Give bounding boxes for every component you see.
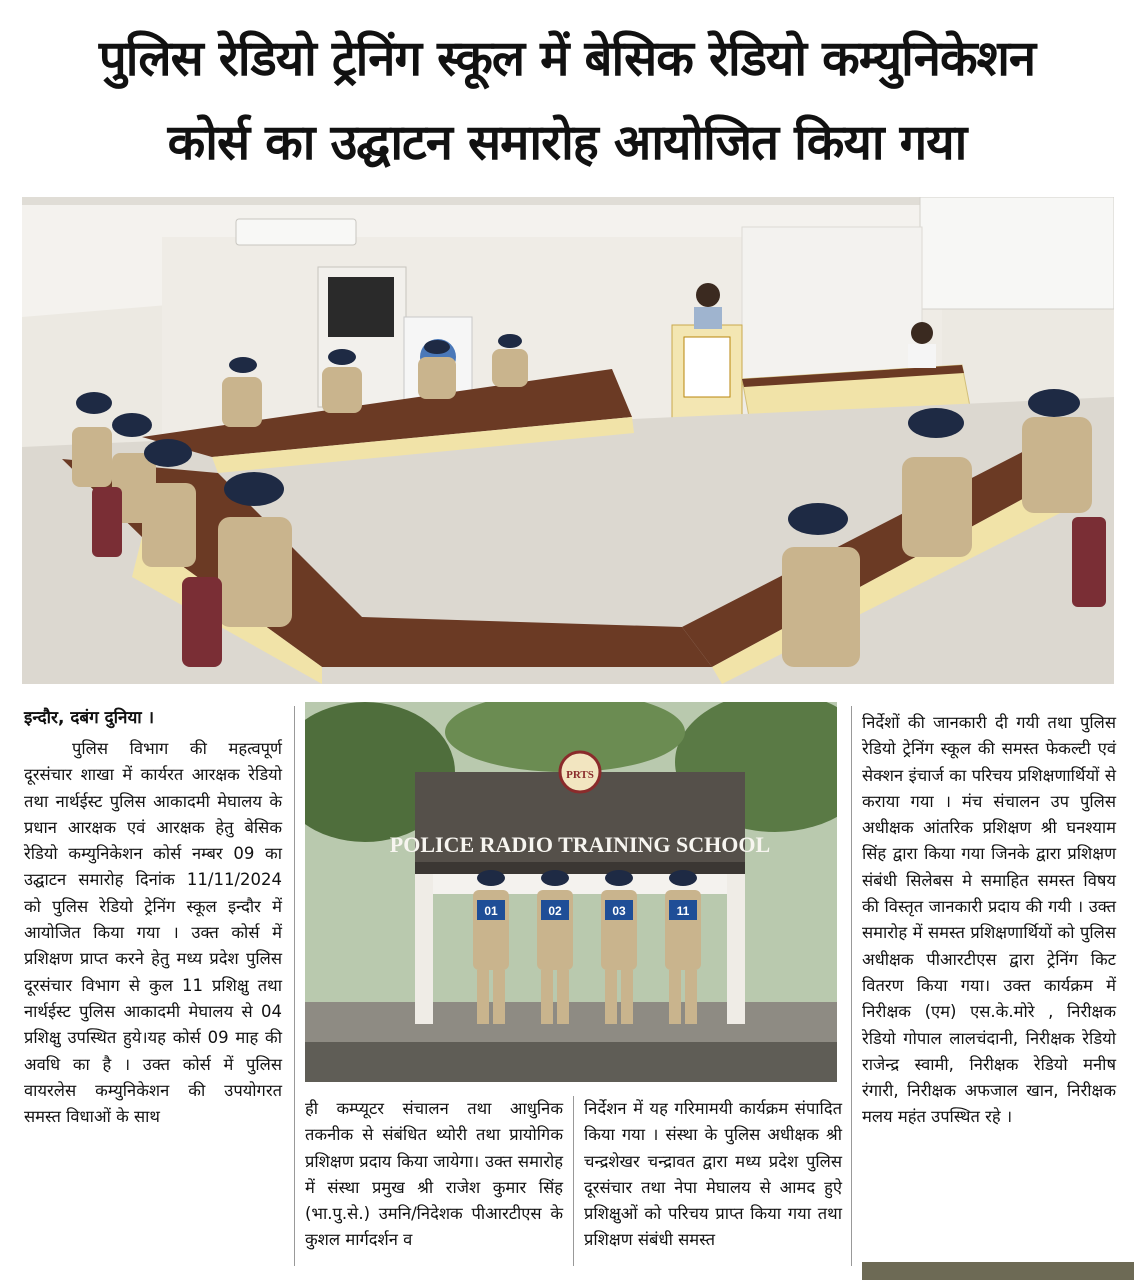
headline-line-2: कोर्स का उद्घाटन समारोह आयोजित किया गया [167,114,967,171]
next-article-strip [862,1262,1134,1280]
logo-text: PRTS [566,769,594,781]
headline [0,0,1134,195]
article-column-2 [305,1096,563,1254]
column-divider [294,706,295,1266]
article-column-3 [584,1096,842,1254]
column-4-text: निर्देशों की जानकारी दी गयी तथा पुलिस रेडियो ट्रेनिंग स्कूल की समस्त फेकल्टी एवं सेक्शन इंचार्ज का परिचय प्रशिक्षणार्थियों से कराया गया । मंच संचालन उप पुलिस अधीक्षक आंतरिक प्रशिक्षण श्री घनश्याम सिंह द्वारा किया गया जिनके द्वारा प्रशिक्षण संबंधी सिलेबस मे समाहित समस्त विषय की विस्तृत जानकारी प्रदाय की गयी । उक्त समारोह में समस्त प्रशिक्षणार्थियों को पुलिस अधीक्षक पीआरटीएस द्वारा ट्रेनिंग किट वितरण किया गया। उक्त कार्यक्रम में निरीक्षक (एम) एस.के.मोरे , निरीक्षक रेडियो गोपाल लालचंदानी, निरीक्षक रेडियो राजेन्द्र स्वामी, निरीक्षक रेडियो मनीष रंगारी, निरीक्षक अफजाल खान, निरीक्षक मलय महंत उपस्थित रहे । [862,713,1116,1127]
inset-photo [305,702,837,1082]
column-2-text: ही कम्प्यूटर संचालन तथा आधुनिक तकनीक से संबंधित थ्योरी तथा प्रायोगिक प्रशिक्षण प्रदाय किया जायेगा। उक्त समारोह में संस्था प्रमुख श्री राजेश कुमार सिंह (भा.पु.से.) उमनि/निदेशक पीआरटीएस के कुशल मार्गदर्शन व [305,1099,563,1250]
column-divider [851,706,852,1266]
column-3-text: निर्देशन में यह गरिमामयी कार्यक्रम संपादित किया गया । संस्था के पुलिस अधीक्षक श्री चन्द्रशेखर चन्द्रावत द्वारा मध्य प्रदेश पुलिस दूरसंचार तथा नेपा मेघालय से आमद हुऐ प्रशिक्षुओं को परिचय प्राप्त किया गया तथा प्रशिक्षण संबंधी समस्त [584,1099,842,1250]
dateline: इन्दौर, दबंग दुनिया । [24,708,155,728]
badge-01: 01 [484,904,498,918]
headline-line-1: पुलिस रेडियो ट्रेनिंग स्कूल में बेसिक रेडियो कम्युनिकेशन [98,30,1036,87]
article-column-1 [24,706,282,1130]
badge-02: 02 [548,904,562,918]
school-gate-illustration [305,702,837,1082]
main-photo [22,197,1114,684]
column-1-text: पुलिस विभाग की महत्वपूर्ण दूरसंचार शाखा में कार्यरत आरक्षक रेडियो तथा नार्थईस्ट पुलिस आकादमी मेघालय के प्रधान आरक्षक एवं आरक्षक हेतु बेसिक रेडियो कम्युनिकेशन कोर्स नम्बर 09 का उद्घाटन समारोह दिनांक 11/11/2024 को पुलिस रेडियो ट्रेनिंग स्कूल इन्दौर में आयोजित किया गया । उक्त कोर्स में प्रशिक्षण प्राप्त करने हेतु मध्य प्रदेश पुलिस दूरसंचार विभाग से कुल 11 प्रशिक्षु तथा नार्थईस्ट पुलिस आकादमी मेघालय से 04 प्रशिक्षु उपस्थित हुये।यह कोर्स 09 माह की अवधि का है । उक्त कोर्स में पुलिस वायरलेस कम्युनिकेशन की उपयोगरत समस्त विधाओं के साथ [24,739,282,1127]
badge-11: 11 [676,904,690,918]
sign-text: POLICE RADIO TRAINING SCHOOL [389,832,771,857]
article-column-4 [862,710,1116,1131]
column-divider [573,1096,574,1266]
classroom-illustration [22,197,1114,684]
badge-03: 03 [612,904,626,918]
